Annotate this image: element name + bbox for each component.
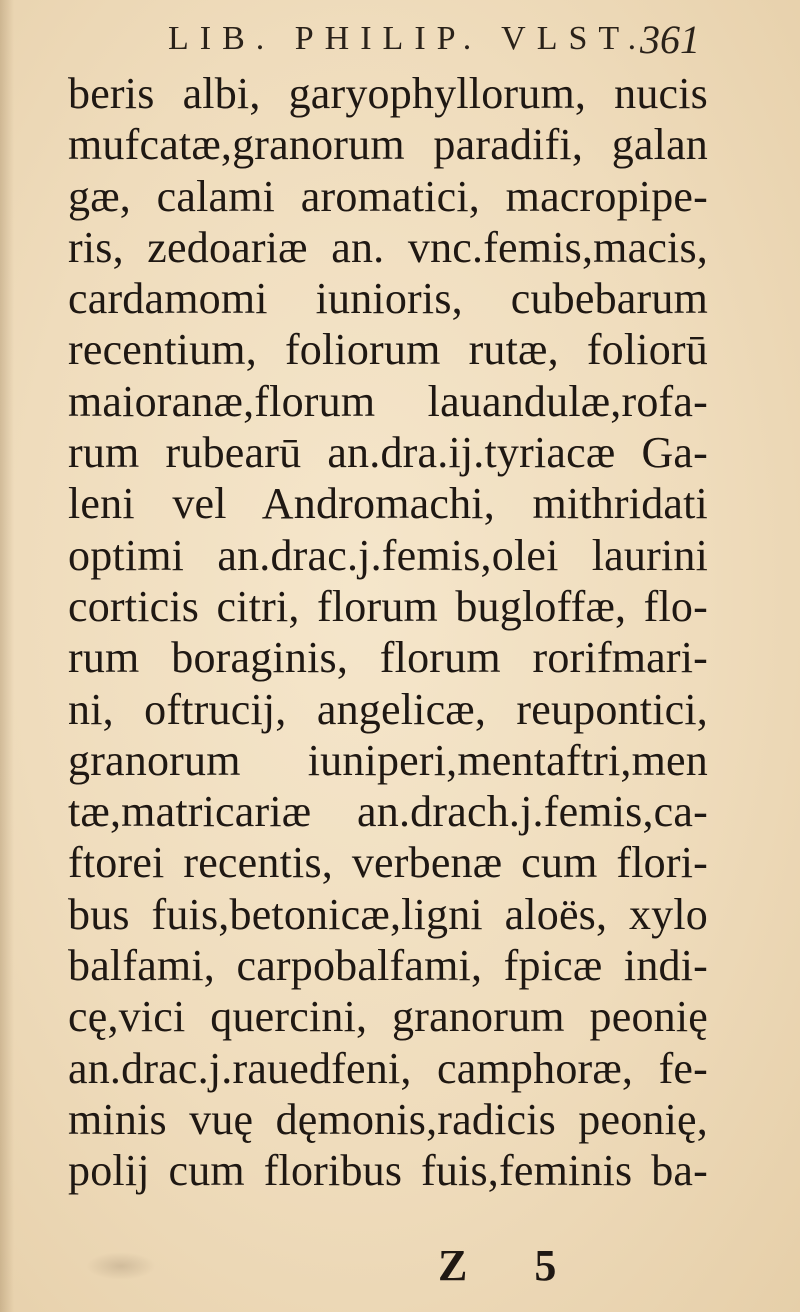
page-footer (0, 1240, 800, 1300)
text-line: ni, oftrucij, angelicæ, reupontici, (68, 684, 708, 734)
text-line: rum rubearū an.dra.ij.tyriacæ Ga- (68, 428, 708, 478)
text-line: an.drac.j.rauedfeni, camphoræ, fe- (68, 1043, 708, 1093)
text-line: gæ, calami aromatici, macropipe- (68, 171, 708, 221)
text-line: ftorei recentis, verbenæ cum flori- (68, 838, 708, 888)
text-line: cardamomi iunioris, cubebarum (68, 274, 708, 324)
text-line: mufcatæ,granorum paradifi, galan (68, 120, 708, 170)
body-text (68, 68, 708, 1197)
text-line: ris, zedoariæ an. vnc.femis,macis, (68, 222, 708, 272)
text-line: recentium, foliorum rutæ, foliorū (68, 325, 708, 375)
page-number: 361 (640, 17, 700, 62)
text-line: bus fuis,betonicæ,ligni aloës, xylo (68, 889, 708, 939)
ink-smudge (86, 1252, 156, 1280)
page-header (0, 14, 800, 70)
text-line: corticis citri, florum bugloffæ, flo- (68, 581, 708, 631)
text-line: beris albi, garyophyllorum, nucis (68, 69, 708, 118)
text-line: granorum iuniperi,mentaftri,men (68, 735, 708, 785)
text-line: polij cum floribus fuis,feminis ba- (68, 1146, 708, 1196)
text-line: balfami, carpobalfami, fpicæ indi- (68, 941, 708, 991)
text-line: maioranæ,florum lauandulæ,rofa- (68, 376, 708, 426)
text-line: optimi an.drac.j.femis,olei laurini (68, 530, 708, 580)
text-line: leni vel Andromachi, mithridati (68, 479, 708, 529)
signature-mark: Z 5 (438, 1241, 585, 1290)
text-line: tæ,matricariæ an.drach.j.femis,ca- (68, 787, 708, 837)
text-line: rum boraginis, florum rorifmari- (68, 633, 708, 683)
text-line: cę,vici quercini, granorum peonię (68, 992, 708, 1042)
text-line: minis vuę dęmonis,radicis peonię, (68, 1094, 708, 1144)
running-head: LIB. PHILIP. VLST. (168, 20, 648, 57)
